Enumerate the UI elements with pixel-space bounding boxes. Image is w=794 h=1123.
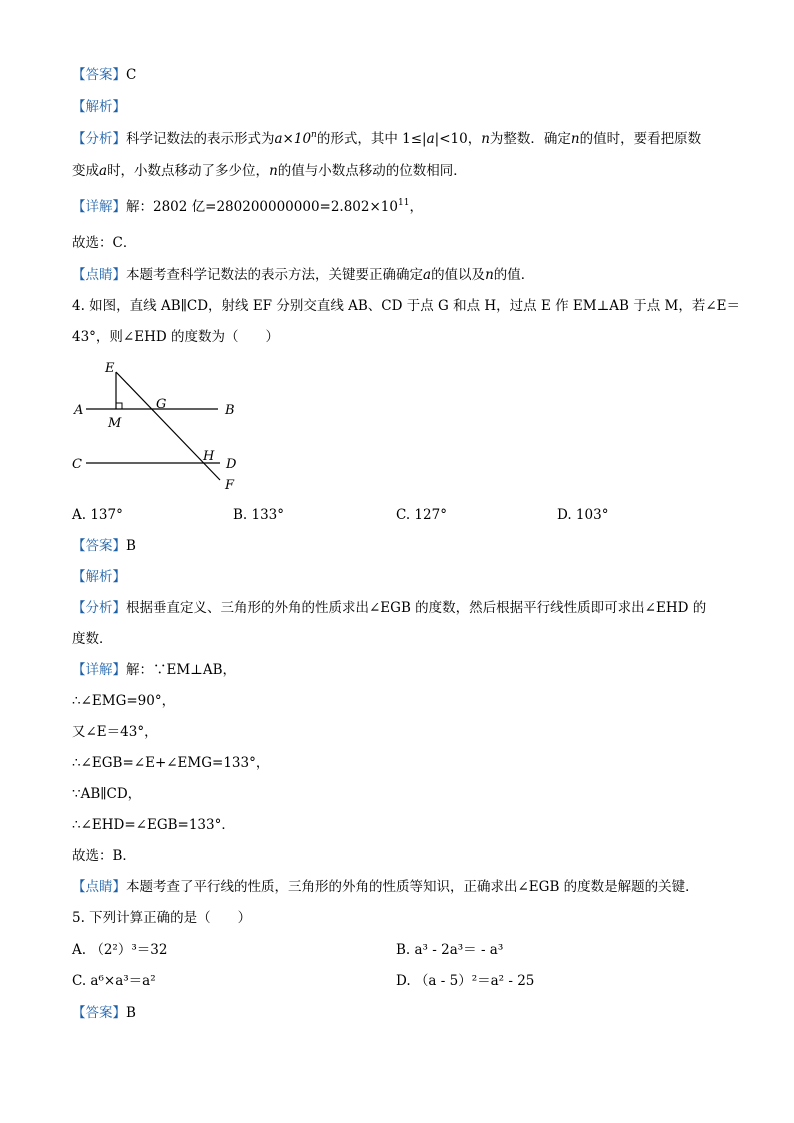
text: 时，小数点移动了多少位， xyxy=(107,163,270,179)
text: 的值． xyxy=(493,267,535,283)
formula-exponent: n xyxy=(311,130,317,140)
q5-option-b: B. a³ - 2a³＝ - a³ xyxy=(396,942,504,958)
var-a: a xyxy=(426,131,435,147)
text: |<10， xyxy=(434,131,482,147)
var-a: a xyxy=(99,163,108,179)
solution-text: 解：2802 亿=280200000000=2.802×10 xyxy=(126,199,398,215)
var-n: n xyxy=(485,267,494,283)
exponent: 11 xyxy=(397,198,410,208)
q4-analysis-tag xyxy=(72,568,126,586)
q3-answer-line xyxy=(72,66,136,84)
answer-value: C xyxy=(126,67,137,83)
q4-option-d: D. 103° xyxy=(557,507,609,523)
analysis-tag: 【解析】 xyxy=(72,99,126,115)
step-5: ∵AB∥CD， xyxy=(72,786,142,802)
text: 的形式，其中 1≤| xyxy=(316,131,427,147)
label-d: D xyxy=(226,457,237,472)
q3-dianjing-line xyxy=(72,266,534,284)
q4-choose: 故选：B． xyxy=(72,848,136,864)
label-b: B xyxy=(225,403,235,418)
answer-value: B xyxy=(126,1005,136,1021)
q3-xiangjie-line xyxy=(72,198,423,216)
step-3: 又∠E＝43°， xyxy=(72,724,158,740)
step-6: ∴∠EHD=∠EGB=133°． xyxy=(72,817,235,833)
answer-tag: 【答案】 xyxy=(72,67,126,83)
step-1: 解：∵EM⊥AB， xyxy=(126,662,237,678)
q4-stem-line1: 4. 如图，直线 AB∥CD，射线 EF 分别交直线 AB、CD 于点 G 和点 H，过点 E 作 EM⊥AB 于点 M，若∠E＝ xyxy=(72,298,741,314)
label-e: E xyxy=(105,361,115,376)
q3-choose: 故选：C． xyxy=(72,235,137,251)
analysis-tag: 【解析】 xyxy=(72,569,126,585)
xiangjie-tag: 【详解】 xyxy=(72,662,126,678)
dianjing-text: 本题考查了平行线的性质，三角形的外角的性质等知识，正确求出∠EGB 的度数是解题的关键． xyxy=(126,879,699,895)
label-g: G xyxy=(156,397,167,412)
q4-fenxi-line2: 度数． xyxy=(72,631,113,647)
q4-stem-line2: 43°，则∠EHD 的度数为（ ） xyxy=(72,329,279,345)
q4-option-a: A. 137° xyxy=(72,507,123,523)
q5-answer-line xyxy=(72,1004,136,1022)
step-2: ∴∠EMG=90°， xyxy=(72,693,176,709)
label-c: C xyxy=(72,457,82,472)
q4-option-c: C. 127° xyxy=(396,507,447,523)
step-4: ∴∠EGB=∠E+∠EMG=133°， xyxy=(72,755,270,771)
label-m: M xyxy=(108,416,122,431)
q4-dianjing-line xyxy=(72,878,699,896)
q4-xiangjie-line xyxy=(72,661,236,679)
q3-fenxi-line2 xyxy=(72,162,467,180)
text: 的值以及 xyxy=(431,267,486,283)
q4-answer-line xyxy=(72,537,136,555)
text: 科学记数法的表示形式为 xyxy=(126,131,275,147)
text: 本题考查科学记数法的表示方法，关键要正确确定 xyxy=(126,267,423,283)
text: ， xyxy=(409,199,423,215)
dianjing-tag: 【点睛】 xyxy=(72,267,126,283)
text: 为整数．确定 xyxy=(489,131,571,147)
var-a: a xyxy=(423,267,432,283)
right-angle-mark xyxy=(116,403,122,409)
fenxi-tag: 【分析】 xyxy=(72,600,126,616)
formula: a×10 xyxy=(274,131,312,147)
var-n: n xyxy=(269,163,278,179)
answer-value: B xyxy=(126,538,136,554)
geometry-figure xyxy=(68,356,268,496)
q3-fenxi-line1 xyxy=(72,130,701,148)
q5-option-a: A. （2²）³＝32 xyxy=(72,942,168,958)
q3-analysis-tag xyxy=(72,98,126,116)
var-n: n xyxy=(481,131,490,147)
dianjing-tag: 【点睛】 xyxy=(72,879,126,895)
text: 变成 xyxy=(72,163,99,179)
label-f: F xyxy=(225,478,235,493)
xiangjie-tag: 【详解】 xyxy=(72,199,126,215)
fenxi-text: 根据垂直定义、三角形的外角的性质求出∠EGB 的度数，然后根据平行线性质即可求出∠EHD 的 xyxy=(126,600,707,616)
fenxi-tag: 【分析】 xyxy=(72,131,126,147)
text: 的值与小数点移动的位数相同． xyxy=(277,163,467,179)
label-a: A xyxy=(74,403,84,418)
label-h: H xyxy=(203,449,215,464)
q4-option-b: B. 133° xyxy=(233,507,285,523)
q5-stem: 5. 下列计算正确的是（ ） xyxy=(72,910,252,926)
q4-fenxi-line1 xyxy=(72,599,706,617)
answer-tag: 【答案】 xyxy=(72,1005,126,1021)
var-n: n xyxy=(570,131,580,147)
q5-option-d: D. （a - 5）²＝a² - 25 xyxy=(396,973,535,989)
q5-option-c: C. a⁶×a³＝a² xyxy=(72,973,156,989)
text: 的值时，要看把原数 xyxy=(579,131,702,147)
answer-tag: 【答案】 xyxy=(72,538,126,554)
